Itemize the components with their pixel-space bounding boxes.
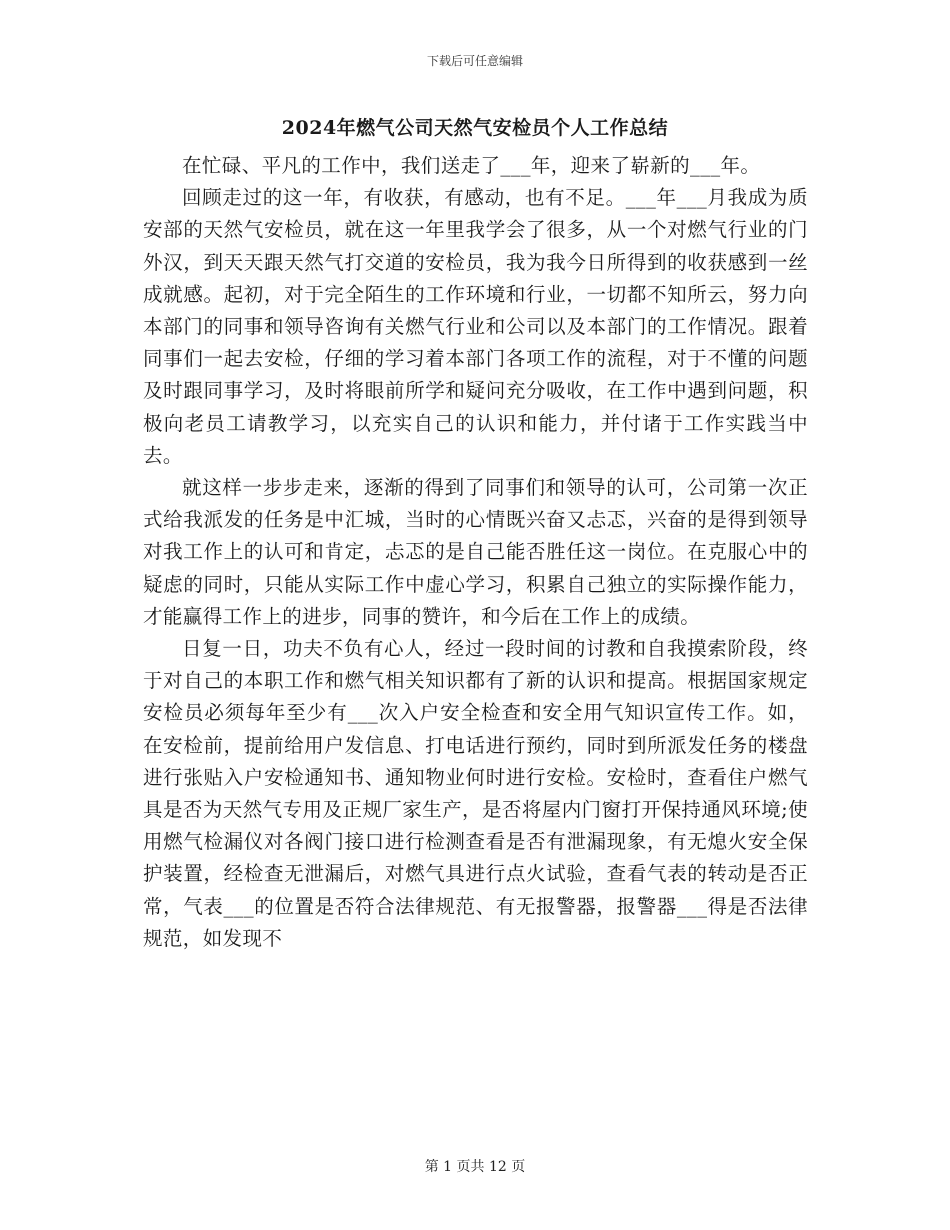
page-number-footer: 第 1 页共 12 页 [424, 1159, 526, 1175]
body-paragraph: 就这样一步步走来，逐渐的得到了同事们和领导的认可，公司第一次正式给我派发的任务是中汇城，当时的心情既兴奋又忐忑，兴奋的是得到领导对我工作上的认可和肯定，忐忑的是自己能否胜任这一岗位。在克服心中的疑虑的同时，只能从实际工作中虚心学习，积累自己独立的实际操作能力，才能赢得工作上的进步，同事的赞许，和今后在工作上的成绩。 [143, 476, 808, 628]
page-header-note: 下载后可任意编辑 [426, 54, 523, 68]
document-body [143, 150, 808, 955]
document-title: 2024年燃气公司天然气安检员个人工作总结 [281, 117, 669, 139]
body-paragraph: 日复一日，功夫不负有心人，经过一段时间的讨教和自我摸索阶段，终于对自己的本职工作和燃气相关知识都有了新的认识和提高。根据国家规定安检员必须每年至少有___次入户安全检查和安全用气知识宣传工作。如，在安检前，提前给用户发信息、打电话进行预约，同时到所派发任务的楼盘进行张贴入户安检通知书、通知物业何时进行安检。安检时，查看住户燃气具是否为天然气专用及正规厂家生产，是否将屋内门窗打开保持通风环境;使用燃气检漏仪对各阀门接口进行检测查看是否有泄漏现象，有无熄火安全保护装置，经检查无泄漏后，对燃气具进行点火试验，查看气表的转动是否正常，气表___的位置是否符合法律规范、有无报警器，报警器___得是否法律规范，如发现不 [143, 637, 808, 950]
body-paragraph: 回顾走过的这一年，有收获，有感动，也有不足。___年___月我成为质安部的天然气安检员，就在这一年里我学会了很多，从一个对燃气行业的门外汉，到天天跟天然气打交道的安检员，我为我今日所得到的收获感到一丝成就感。起初，对于完全陌生的工作环境和行业，一切都不知所云，努力向本部门的同事和领导咨询有关燃气行业和公司以及本部门的工作情况。跟着同事们一起去安检，仔细的学习着本部门各项工作的流程，对于不懂的问题及时跟同事学习，及时将眼前所学和疑问充分吸收，在工作中遇到问题，积极向老员工请教学习，以充实自己的认识和能力，并付诸于工作实践当中去。 [143, 186, 808, 467]
body-paragraph: 在忙碌、平凡的工作中，我们送走了___年，迎来了崭新的___年。 [182, 154, 761, 177]
